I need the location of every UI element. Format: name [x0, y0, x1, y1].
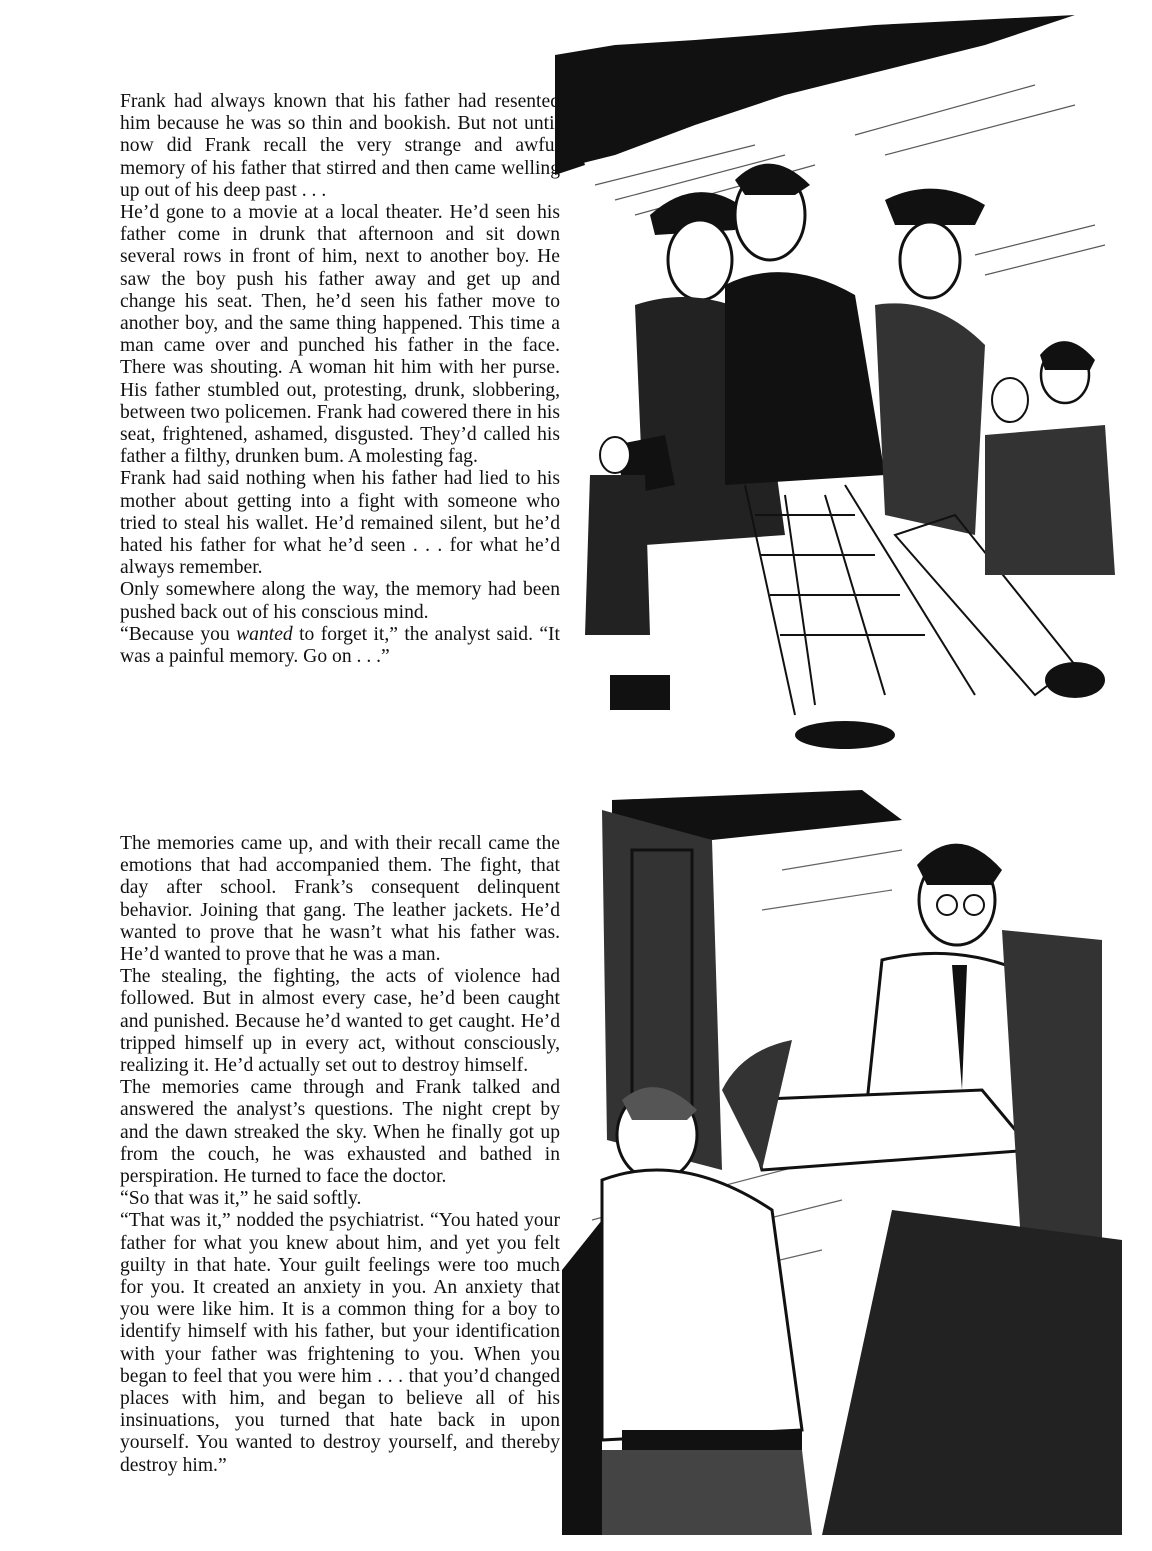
paragraph: The memories came through and Frank talked and answered the analyst’s questions. The night crept by and the dawn streaked the sky. When he finally got up from the couch, he was exhausted and bathed in perspiration. He turned to face the doctor.	[120, 1077, 560, 1188]
top-text-column	[120, 91, 560, 668]
seated-woman-and-child	[985, 341, 1115, 575]
paragraph: The memories came up, and with their recall came the emotions that had accompanied them. The fight, that day after school. Frank’s consequent delinquent behavior. Joining that gang. The leather jackets. He’d wanted to prove that he wasn’t what his father was. He’d wanted to prove that he was a man.	[120, 833, 560, 966]
analyst-quote-paragraph	[120, 624, 560, 668]
paragraph: Frank had said nothing when his father had lied to his mother about getting into a fight with someone who tried to steal his wallet. He’d remained silent, but he’d hated his father for what he’d seen . . . for what he’d always remember.	[120, 468, 560, 579]
paragraph: “So that was it,” he said softly.	[120, 1188, 362, 1210]
paragraph: Frank had always known that his father had resented him because he was so thin and bookish. But not until now did Frank recall the very strange and awful memory of his father that stirred and then came welling up out of his deep past . . .	[120, 91, 560, 201]
paragraph: “That was it,” nodded the psychiatrist. “You hated your father for what you knew about him, and yet you felt guilty in that hate. Your guilt feelings were too much for you. It created an anxiety in you. An anxiety that you were like him. It is a common thing for a boy to identify himself with his father, but your identification with your father was frightening to you. When you began to feel that you were him . . . that you’d changed places with him, and began to believe all of his insinuations, you turned that hate back in upon yourself. You wanted to destroy yourself, and thereby destroy him.”	[120, 1210, 560, 1476]
psychiatrist-office-illustration	[562, 790, 1122, 1535]
quote-start: “Because you	[120, 623, 237, 645]
quote-end: to forget it,” the analyst said. “It was a painful memory. Go on . . .”	[120, 623, 560, 668]
paragraph: Only somewhere along the way, the memory had been pushed back out of his conscious mind.	[120, 579, 560, 623]
paragraph: The stealing, the fighting, the acts of violence had followed. But in almost every case, he’d been caught and punished. Because he’d wanted to get caught. He’d tripped himself up in every act, without consciously, realizing it. He’d actually set out to destroy himself.	[120, 966, 560, 1077]
theater-arrest-illustration	[555, 15, 1117, 755]
paragraph: He’d gone to a movie at a local theater. He’d seen his father come in drunk that afternoon and sit down several rows in front of him, next to another boy. He saw the boy push his father away and get up and change his seat. Then, he’d seen his father move to another boy, and the same thing happened. This time a man came over and punched his father in the face. There was shouting. A woman hit him with her purse. His father stumbled out, protesting, drunk, slobbering, between two policemen. Frank had cowered there in his seat, frightened, ashamed, disgusted. They’d called his father a filthy, drunken bum. A molesting fag.	[120, 202, 560, 468]
quote-emphasis: wanted	[236, 623, 293, 645]
bottom-text-column	[120, 833, 560, 1477]
